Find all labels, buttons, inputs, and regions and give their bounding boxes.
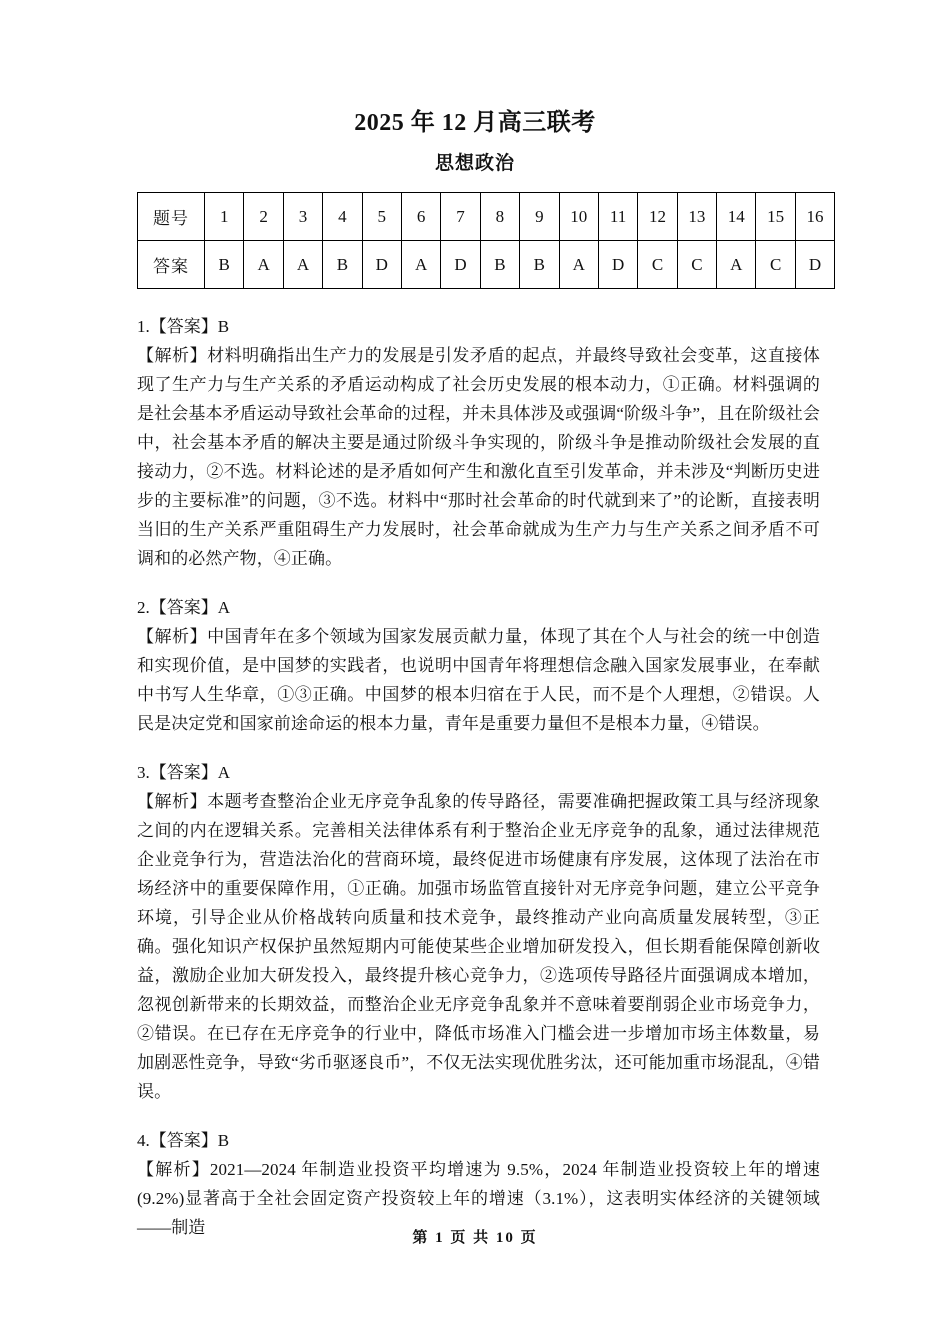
explanation-text: 【解析】2021—2024 年制造业投资平均增速为 9.5%，2024 年制造业投资较上年的增速(9.2%)显著高于全社会固定资产投资较上年的增速（3.1%），这表明实体经济的关键领域——制造 (137, 1160, 820, 1237)
explanation-heading: 1.【答案】B (137, 317, 230, 336)
question-number-cell: 8 (480, 193, 519, 241)
answer-cell: A (401, 241, 440, 289)
question-number-cell: 15 (756, 193, 795, 241)
answer-cell: C (638, 241, 677, 289)
question-number-cell: 6 (401, 193, 440, 241)
answer-cell: A (283, 241, 322, 289)
explanation-block-3 (137, 758, 820, 1106)
answer-cell: D (362, 241, 401, 289)
question-number-cell: 9 (520, 193, 559, 241)
answer-cell: A (717, 241, 756, 289)
explanations-container (137, 312, 820, 1262)
row-label-answer: 答案 (138, 241, 205, 289)
question-number-cell: 3 (283, 193, 322, 241)
explanation-text: 【解析】材料明确指出生产力的发展是引发矛盾的起点，并最终导致社会变革，这直接体现了生产力与生产关系的矛盾运动构成了社会历史发展的根本动力，①正确。材料强调的是社会基本矛盾运动导致社会革命的过程，并未具体涉及或强调“阶级斗争”，且在阶级社会中，社会基本矛盾的解决主要是通过阶级斗争实现的，阶级斗争是推动阶级社会发展的直接动力，②不选。材料论述的是矛盾如何产生和激化直至引发革命，并未涉及“判断历史进步的主要标准”的问题，③不选。材料中“那时社会革命的时代就到来了”的论断，直接表明当旧的生产关系严重阻碍生产力发展时，社会革命就成为生产力与生产关系之间矛盾不可调和的必然产物，④正确。 (137, 346, 820, 568)
answer-key-table-body (138, 193, 835, 289)
explanation-heading: 2.【答案】A (137, 598, 231, 617)
explanation-block-2 (137, 593, 820, 738)
answer-cell: B (520, 241, 559, 289)
answer-cell: D (441, 241, 480, 289)
page-footer: 第 1 页 共 10 页 (412, 1230, 538, 1246)
answer-cell: A (244, 241, 283, 289)
question-number-cell: 14 (717, 193, 756, 241)
table-row-question-numbers (138, 193, 835, 241)
question-number-cell: 1 (205, 193, 244, 241)
table-row-answers (138, 241, 835, 289)
explanation-heading: 3.【答案】A (137, 763, 231, 782)
question-number-cell: 2 (244, 193, 283, 241)
answer-key-table (137, 192, 835, 289)
answer-cell: D (598, 241, 637, 289)
answer-cell: B (205, 241, 244, 289)
page-title: 2025 年 12 月高三联考 (354, 110, 596, 136)
answer-cell: A (559, 241, 598, 289)
explanation-block-4 (137, 1126, 820, 1242)
row-label-question: 题号 (138, 193, 205, 241)
question-number-cell: 7 (441, 193, 480, 241)
explanation-text: 【解析】中国青年在多个领域为国家发展贡献力量，体现了其在个人与社会的统一中创造和实现价值，是中国梦的实践者，也说明中国青年将理想信念融入国家发展事业，在奉献中书写人生华章，①③正确。中国梦的根本归宿在于人民，而不是个人理想，②错误。人民是决定党和国家前途命运的根本力量，青年是重要力量但不是根本力量，④错误。 (137, 627, 820, 733)
explanation-heading: 4.【答案】B (137, 1131, 230, 1150)
answer-cell: C (756, 241, 795, 289)
answer-cell: C (677, 241, 716, 289)
answer-cell: D (795, 241, 834, 289)
page-subtitle: 思想政治 (434, 153, 515, 174)
question-number-cell: 5 (362, 193, 401, 241)
answer-cell: B (480, 241, 519, 289)
explanation-text: 【解析】本题考查整治企业无序竞争乱象的传导路径，需要准确把握政策工具与经济现象之间的内在逻辑关系。完善相关法律体系有利于整治企业无序竞争的乱象，通过法律规范企业竞争行为，营造法治化的营商环境，最终促进市场健康有序发展，这体现了法治在市场经济中的重要保障作用，①正确。加强市场监管直接针对无序竞争问题，建立公平竞争环境，引导企业从价格战转向质量和技术竞争，最终推动产业向高质量发展转型，③正确。强化知识产权保护虽然短期内可能使某些企业增加研发投入，但长期看能保障创新收益，激励企业加大研发投入，最终提升核心竞争力，②选项传导路径片面强调成本增加，忽视创新带来的长期效益，而整治企业无序竞争乱象并不意味着要削弱企业市场竞争力，②错误。在已存在无序竞争的行业中，降低市场准入门槛会进一步增加市场主体数量，易加剧恶性竞争，导致“劣币驱逐良币”，不仅无法实现优胜劣汰，还可能加重市场混乱，④错误。 (137, 792, 820, 1101)
question-number-cell: 4 (323, 193, 362, 241)
question-number-cell: 16 (795, 193, 834, 241)
question-number-cell: 12 (638, 193, 677, 241)
question-number-cell: 10 (559, 193, 598, 241)
question-number-cell: 11 (598, 193, 637, 241)
explanation-block-1 (137, 312, 820, 573)
question-number-cell: 13 (677, 193, 716, 241)
answer-cell: B (323, 241, 362, 289)
